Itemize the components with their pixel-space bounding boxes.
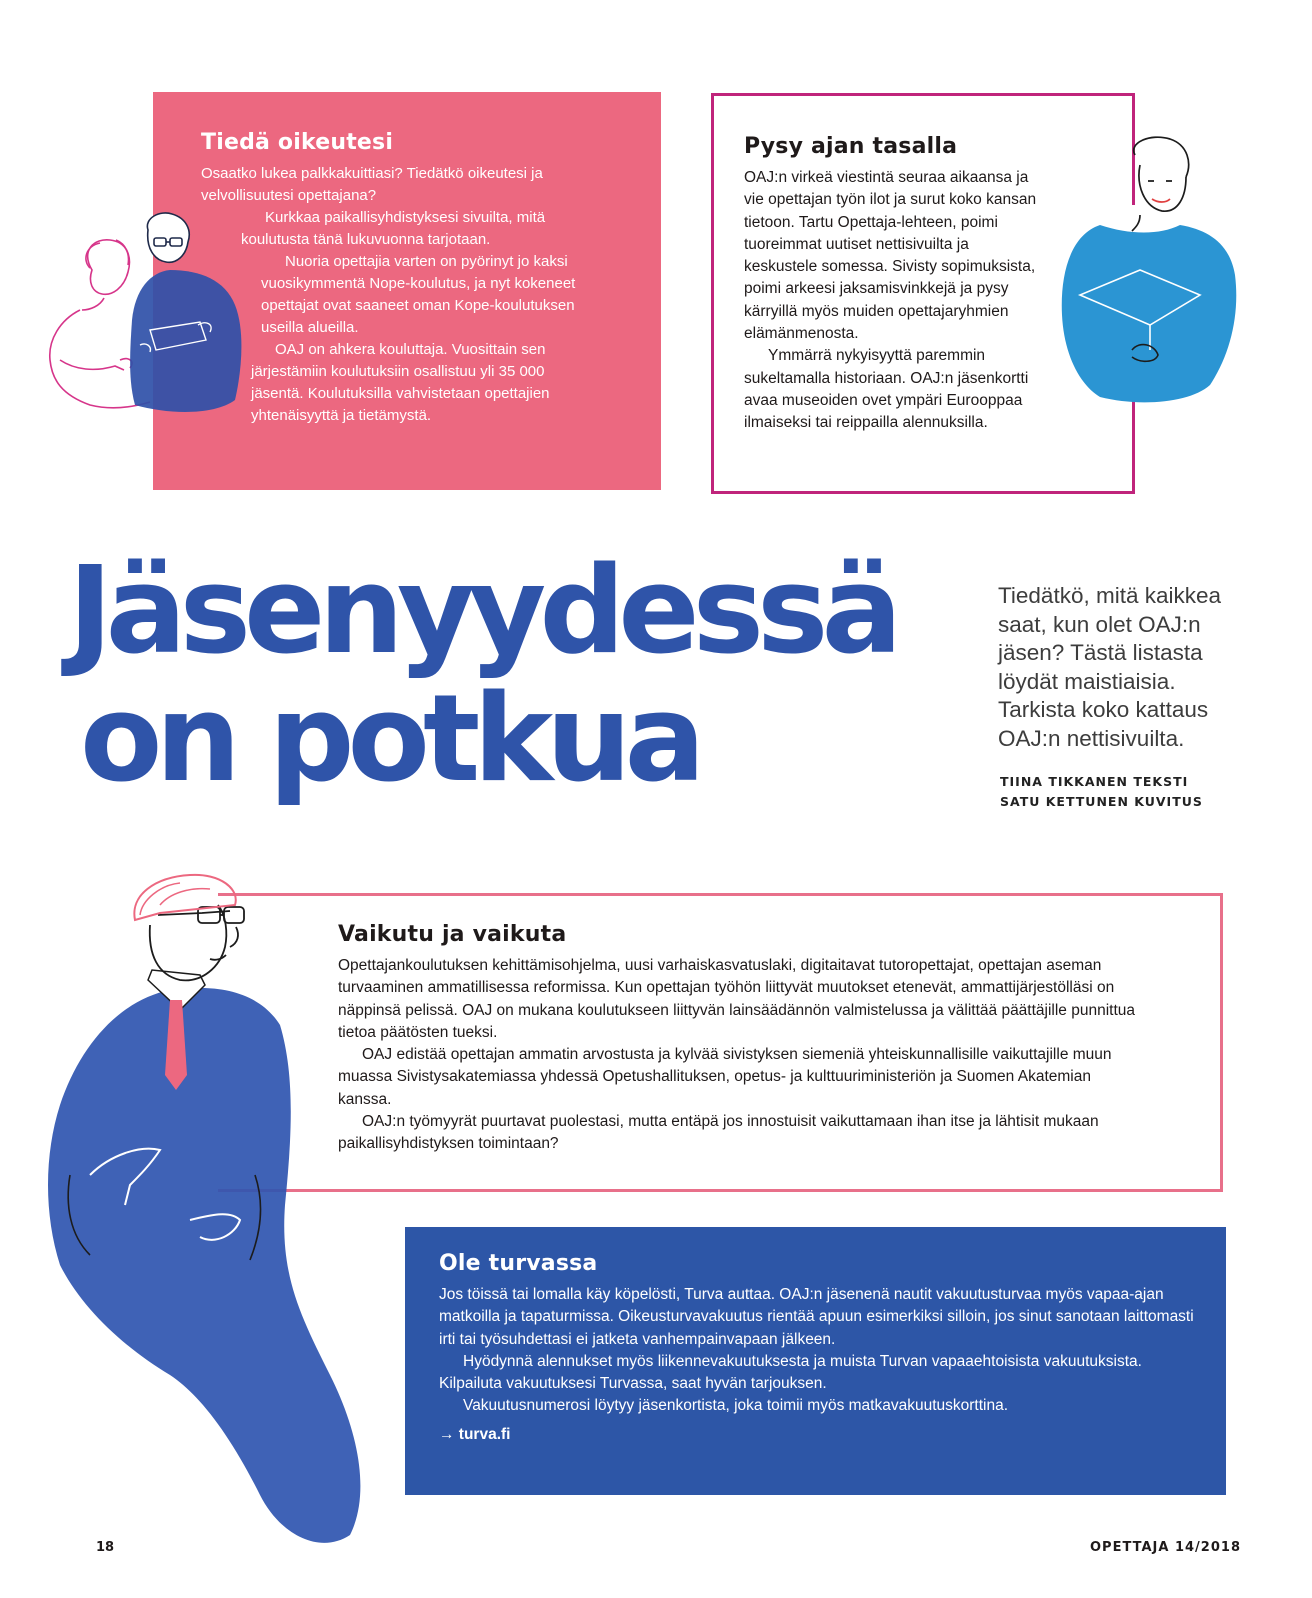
issue-label: OPETTAJA 14/2018 xyxy=(1090,1540,1241,1555)
teachers-illustration xyxy=(20,210,260,430)
influence-box-content xyxy=(338,922,1138,1156)
safe-box xyxy=(405,1227,1226,1495)
headline-line: on potkua xyxy=(80,670,699,809)
uptodate-paragraph: Ymmärrä nykyisyyttä paremmin sukeltamalla historiaan. OAJ:n jäsenkortti avaa museoiden ovet ympäri Eurooppaa ilmaiseksi tai reippailla alennuksilla. xyxy=(744,347,1029,432)
rights-paragraph: Osaatko lukea palkkakuittiasi? Tiedätkö oikeutesi ja velvollisuutesi opettajana? xyxy=(201,165,543,204)
man-with-glasses-illustration xyxy=(30,875,360,1565)
credit-text: TIINA TIKKANEN TEKSTI xyxy=(1000,774,1189,789)
safe-box-content xyxy=(439,1251,1199,1444)
headline xyxy=(68,542,968,809)
rights-paragraph: Nuoria opettajia varten on pyörinyt jo kaksi vuosikymmentä Nope-koulutus, ja nyt kokeneet opettajat ovat saaneet oman Kope-koulutuksen useilla alueilla. xyxy=(261,253,576,336)
reading-woman-illustration xyxy=(1040,135,1260,410)
uptodate-title: Pysy ajan tasalla xyxy=(744,134,958,159)
rights-paragraph: OAJ on ahkera kouluttaja. Vuosittain sen järjestämiin koulutuksiin osallistuu yli 35 000 jäsentä. Koulutuksilla vahvistetaan opettajien yhtenäisyyttä ja tietämystä. xyxy=(251,341,550,424)
safe-title: Ole turvassa xyxy=(439,1251,598,1276)
influence-paragraph: OAJ edistää opettajan ammatin arvostusta ja kylvää sivistyksen siemeniä yhteiskunnallisille vaikuttajille muun muassa Sivistysakatemiassa yhdessä Opetushallituksen, opetus- ja kulttuuriministeriön ja Suomen Akatemian kanssa. xyxy=(338,1046,1112,1108)
uptodate-box-content xyxy=(744,134,1044,435)
safe-paragraph: Jos töissä tai lomalla käy köpelösti, Turva auttaa. OAJ:n jäsenenä nautit vakuutusturvaa myös vapaa-ajan matkoilla ja tapaturmissa. Oikeusturvavakuutus rientää apuun esimerkiksi silloin, jos sinut sanotaan laittomasti irti tai työsuhdettasi ei jatketa vanhempainvapaan jälkeen. xyxy=(439,1286,1194,1348)
headline-line: Jäsenyydessä xyxy=(68,542,896,681)
turva-link[interactable]: → turva.fi xyxy=(439,1425,511,1443)
rights-title: Tiedä oikeutesi xyxy=(201,130,394,155)
influence-paragraph: Opettajankoulutuksen kehittämisohjelma, uusi varhaiskasvatuslaki, digitaitavat tutoropettajat, opettajan aseman turvaaminen ammatillisessa reformissa. Kun opettajan työhön liittyvät muutokset etenevät, ammattijärjestölläsi on näppinsä pelissä. OAJ on mukana koulutukseen liittyvän lainsäädännön valmistelussa ja välittää päättäjille punnittua tietoa päätösten tueksi. xyxy=(338,957,1136,1041)
rights-paragraph: Kurkkaa paikallisyhdistyksesi sivuilta, mitä koulutusta tänä lukuvuonna tarjotaan. xyxy=(241,209,546,248)
uptodate-paragraph: OAJ:n virkeä viestintä seuraa aikaansa ja vie opettajan työn ilot ja surut koko kansan tietoon. Tartu Opettaja-lehteen, poimi tuoreimmat uutiset nettisivuilta ja keskustele somessa. Sivisty sopimuksista, poimi arkeesi jaksamisvinkkejä ja pysy kärryillä myös muiden opettajaryhmien elämänmenosta. xyxy=(744,169,1037,343)
page-number: 18 xyxy=(96,1540,115,1555)
safe-paragraph: Vakuutusnumerosi löytyy jäsenkortista, joka toimii myös matkavakuutuskorttina. xyxy=(463,1397,1009,1415)
credit-illustration: SATU KETTUNEN KUVITUS xyxy=(1000,794,1203,809)
lede: Tiedätkö, mitä kaikkea saat, kun olet OAJ:n jäsen? Tästä listasta löydät maistiaisia. Tarkista koko kattaus OAJ:n nettisivuilta. xyxy=(998,583,1222,751)
rights-box-content xyxy=(201,130,601,427)
credits xyxy=(1000,772,1203,812)
influence-box xyxy=(218,893,1223,1192)
safe-paragraph: Hyödynnä alennukset myös liikennevakuutuksesta ja muista Turvan vapaaehtoisista vakuutuksista. Kilpailuta vakuutuksesi Turvassa, saat hyvän tarjouksen. xyxy=(439,1352,1142,1393)
influence-title: Vaikutu ja vaikuta xyxy=(338,922,567,947)
influence-paragraph: OAJ:n työmyyrät puurtavat puolestasi, mutta entäpä jos innostuisit vaikuttamaan ihan itse ja lähtisit mukaan paikallisyhdistyksen toimintaan? xyxy=(338,1113,1099,1153)
